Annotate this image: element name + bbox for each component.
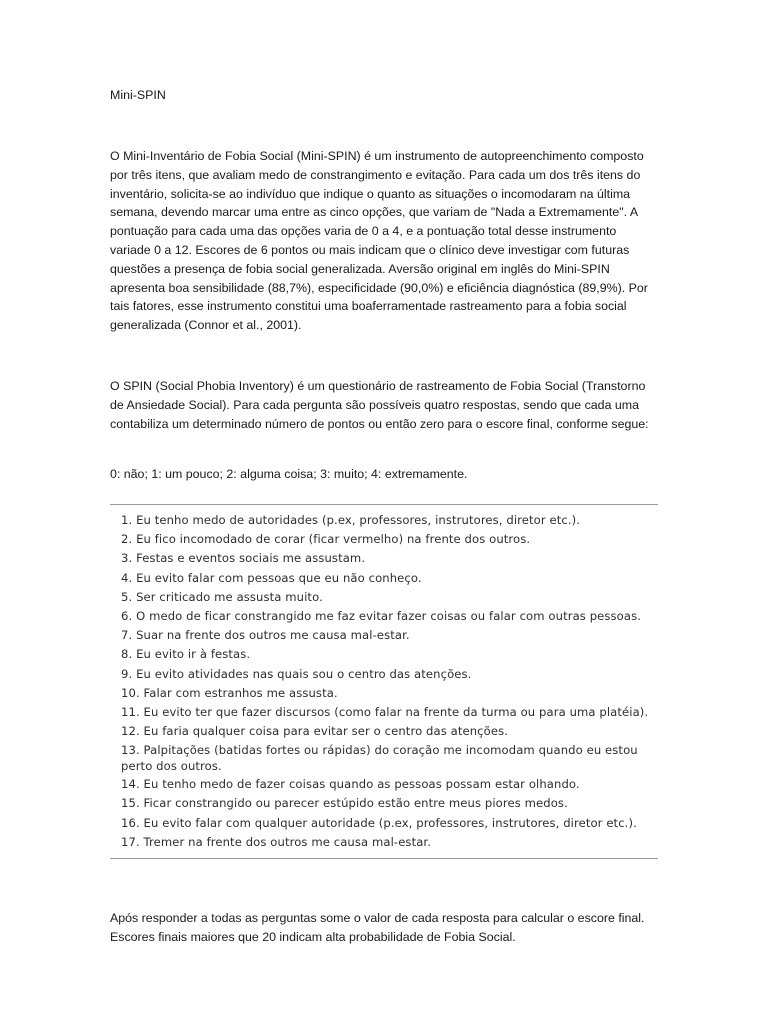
item-number: 7.	[121, 628, 133, 643]
item-text: Eu evito falar com pessoas que eu não conheço.	[136, 570, 422, 585]
item-text: Palpitações (batidas fortes ou rápidas) do coração me incomodam quando eu estou perto dos outros.	[121, 743, 638, 774]
list-item	[121, 704, 661, 723]
item-text: Festas e eventos sociais me assustam.	[136, 551, 366, 566]
item-text: Ser criticado me assusta muito.	[136, 589, 323, 604]
top-rule	[110, 504, 658, 505]
list-item	[121, 646, 661, 665]
list-item	[121, 723, 661, 742]
item-text: Eu tenho medo de fazer coisas quando as pessoas possam estar olhando.	[143, 777, 580, 792]
list-item	[121, 834, 661, 853]
item-number: 8.	[121, 647, 133, 662]
list-item	[121, 627, 661, 646]
item-number: 6.	[121, 608, 133, 623]
spin-items-list	[121, 512, 661, 853]
item-number: 12.	[121, 724, 140, 739]
item-text: Eu evito falar com qualquer autoridade (p.ex, professores, instrutores, diretor etc.).	[143, 815, 637, 830]
item-text: Suar na frente dos outros me causa mal-estar.	[136, 628, 410, 643]
list-item	[121, 666, 661, 685]
item-text: Eu faria qualquer coisa para evitar ser o centro das atenções.	[143, 724, 508, 739]
list-item	[121, 685, 661, 704]
scale-line: 0: não; 1: um pouco; 2: alguma coisa; 3: muito; 4: extremamente.	[110, 467, 468, 481]
item-number: 9.	[121, 666, 133, 681]
item-text: Eu evito ter que fazer discursos (como falar na frente da turma ou para uma platéia).	[143, 704, 649, 719]
list-item	[121, 776, 661, 795]
item-number: 10.	[121, 685, 140, 700]
bottom-rule	[110, 858, 658, 859]
item-text: Eu tenho medo de autoridades (p.ex, professores, instrutores, diretor etc.).	[136, 513, 581, 527]
item-text: Eu evito atividades nas quais sou o centro das atenções.	[136, 666, 472, 681]
item-text: Tremer na frente dos outros me causa mal-estar.	[143, 834, 432, 849]
list-item	[121, 608, 661, 627]
item-number: 13.	[121, 743, 140, 758]
list-item	[121, 815, 661, 834]
final-paragraph: Após responder a todas as perguntas some o valor de cada resposta para calcular o escore final. Escores finais maiores que 20 indicam alta probabilidade de Fobia Social.	[110, 911, 645, 944]
item-number: 15.	[121, 796, 140, 811]
item-text: Eu fico incomodado de corar (ficar vermelho) na frente dos outros.	[136, 532, 531, 547]
item-text: Eu evito ir à festas.	[136, 647, 251, 662]
spin-paragraph: O SPIN (Social Phobia Inventory) é um questionário de rastreamento de Fobia Social (Transtorno de Ansiedade Social). Para cada pergunta são possíveis quatro respostas, sendo que cada uma contabiliza um determinado número de pontos ou então zero para o escore final, conforme segue:	[110, 379, 649, 431]
list-item	[121, 512, 661, 531]
item-number: 17.	[121, 834, 140, 849]
item-number: 4.	[121, 570, 133, 585]
list-item	[121, 795, 661, 814]
item-number: 11.	[121, 704, 140, 719]
mini-spin-paragraph: O Mini-Inventário de Fobia Social (Mini-SPIN) é um instrumento de autopreenchimento composto por três itens, que avaliam medo de constrangimento e evitação. Para cada um dos três itens do inventário, solicita-se ao indivíduo que indique o quanto as situações o incomodaram na última semana, devendo marcar uma entre as cinco opções, que variam de "Nada a Extremamente". A pontuação para cada uma das opções varia de 0 a 4, e a pontuação total desse instrumento variade 0 a 12. Escores de 6 pontos ou mais indicam que o clínico deve investigar com futuras questões a presença de fobia social generalizada. Aversão original em inglês do Mini-SPIN apresenta boa sensibilidade (88,7%), especificidade (90,0%) e eficiência diagnóstica (89,9%). Por tais fatores, esse instrumento constitui uma boaferramentade rastreamento para a fobia social generalizada (Connor et al., 2001).	[110, 149, 648, 333]
item-number: 14.	[121, 777, 140, 792]
item-number: 5.	[121, 589, 133, 604]
document-title: Mini-SPIN	[110, 88, 166, 102]
item-number: 3.	[121, 551, 133, 566]
list-item	[121, 531, 661, 550]
list-item	[121, 550, 661, 569]
item-number: 16.	[121, 815, 140, 830]
item-number: 1.	[121, 513, 133, 527]
list-item	[121, 589, 661, 608]
list-item	[121, 570, 661, 589]
item-text: Falar com estranhos me assusta.	[143, 685, 338, 700]
item-number: 2.	[121, 532, 133, 547]
list-item	[121, 742, 661, 776]
item-text: O medo de ficar constrangido me faz evitar fazer coisas ou falar com outras pessoas.	[136, 608, 642, 623]
item-text: Ficar constrangido ou parecer estúpido estão entre meus piores medos.	[143, 796, 568, 811]
